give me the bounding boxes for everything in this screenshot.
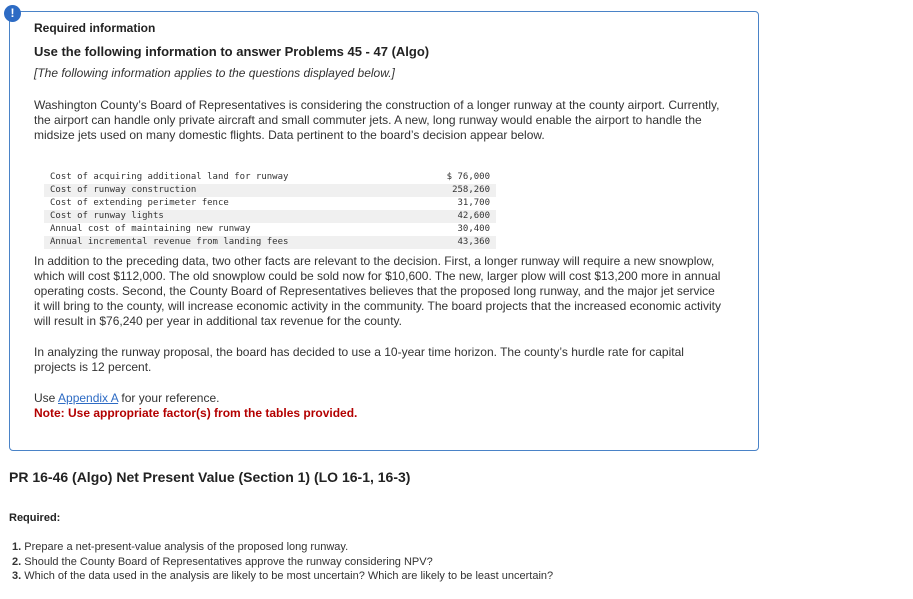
item-number: 1. — [12, 541, 22, 553]
row-label: Cost of extending perimeter fence — [50, 198, 229, 208]
requirements-list — [12, 540, 553, 584]
appendix-a-link[interactable]: Appendix A — [58, 391, 119, 405]
row-value: 30,400 — [457, 224, 490, 234]
item-number: 3. — [12, 570, 22, 582]
time-horizon-paragraph: In analyzing the runway proposal, the board has decided to use a 10-year time horizon. The county’s hurdle rate for capital projects is 12 percent. — [34, 345, 684, 374]
instructions-heading: Use the following information to answer Problems 45 - 47 (Algo) — [34, 44, 430, 59]
row-label: Cost of acquiring additional land for runway — [50, 172, 289, 182]
table-row — [44, 210, 496, 223]
table-row — [44, 197, 496, 210]
table-row — [44, 171, 496, 184]
alert-icon: ! — [4, 5, 21, 22]
row-label: Annual cost of maintaining new runway — [50, 224, 251, 234]
table-row — [44, 184, 496, 197]
row-label: Annual incremental revenue from landing fees — [44, 236, 434, 249]
additional-facts-paragraph: In addition to the preceding data, two other facts are relevant to the decision. First, a longer runway will require a new snowplow, which will cost $112,000. The old snowplow could be sold now for $10,600. The new, larger plow will cost $13,200 more in annual operating costs. Second, the County Board of Representatives believes that the proposed long runway, and the major jet service it will bring to the county, will increase economic activity in the community. The board projects that the increased economic activity will result in $76,240 per year in additional tax revenue for the county. — [34, 254, 721, 328]
cost-data-table — [44, 171, 496, 249]
row-label: Cost of runway lights — [44, 210, 434, 223]
appendix-reference — [34, 391, 219, 405]
list-item — [12, 555, 553, 570]
item-text: Should the County Board of Representatives approve the runway considering NPV? — [24, 555, 433, 568]
table-row — [44, 223, 496, 236]
row-value: 258,260 — [434, 184, 496, 197]
problem-heading: PR 16-46 (Algo) Net Present Value (Section 1) (LO 16-1, 16-3) — [9, 469, 411, 485]
table-row — [44, 236, 496, 249]
factor-note: Note: Use appropriate factor(s) from the tables provided. — [34, 406, 358, 420]
applies-note: [The following information applies to the questions displayed below.] — [34, 66, 395, 80]
item-text: Prepare a net-present-value analysis of the proposed long runway. — [24, 541, 349, 553]
row-value: 43,360 — [434, 236, 496, 249]
required-information-title: Required information — [34, 21, 156, 35]
scenario-paragraph: Washington County’s Board of Representatives is considering the construction of a longer runway at the county airport. Currently, the airport can handle only private aircraft and small commuter jets. A new, long runway would enable the airport to handle the midsize jets used on many domestic flights. Data pertinent to the board’s decision appear below. — [34, 98, 720, 142]
item-number: 2. — [12, 555, 22, 568]
reference-suffix: for your reference. — [118, 391, 220, 405]
row-value: 42,600 — [434, 210, 496, 223]
list-item — [12, 540, 553, 555]
required-label: Required: — [9, 512, 61, 524]
row-value: $ 76,000 — [446, 172, 490, 182]
row-label: Cost of runway construction — [44, 184, 434, 197]
list-item — [12, 569, 553, 584]
row-value: 31,700 — [457, 198, 490, 208]
item-text: Which of the data used in the analysis are likely to be most uncertain? Which are likely to be least uncertain? — [24, 570, 554, 582]
reference-prefix: Use — [34, 391, 59, 405]
